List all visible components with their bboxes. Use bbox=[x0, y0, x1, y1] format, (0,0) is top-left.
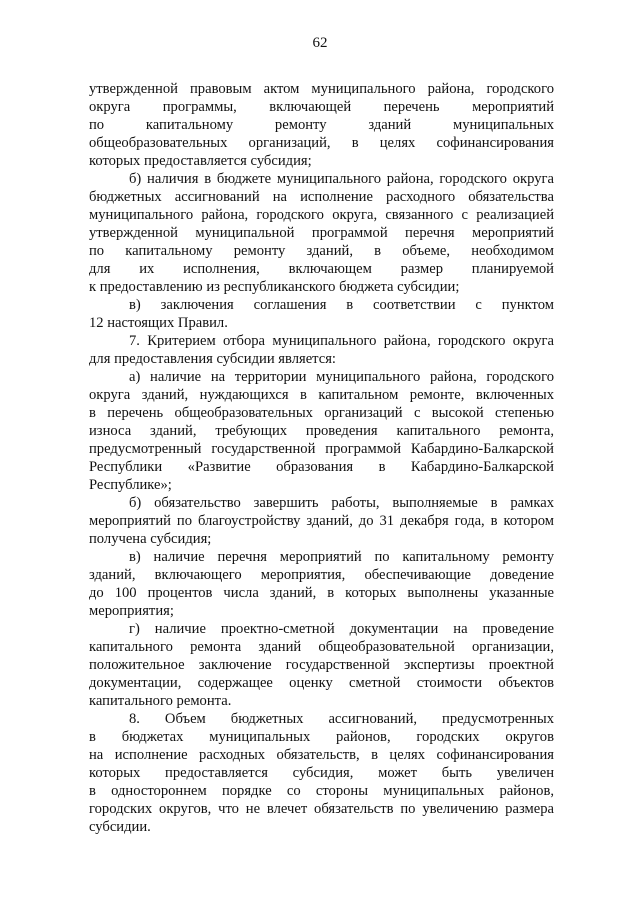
text-line: 7. Критерием отбора муниципального района, городского округа bbox=[129, 333, 554, 349]
text-line: б) обязательство завершить работы, выполняемые в рамках bbox=[129, 495, 554, 511]
text-line: для предоставления субсидии является: bbox=[89, 351, 336, 367]
text-line: капитального ремонта. bbox=[89, 693, 232, 709]
text-line: износа зданий, требующих проведения капитального ремонта, bbox=[89, 423, 554, 439]
text-line: капитального ремонта зданий общеобразовательной организации, bbox=[89, 639, 554, 655]
text-line: 12 настоящих Правил. bbox=[89, 315, 228, 331]
text-line: округа зданий, нуждающихся в капитальном ремонте, включенных bbox=[89, 387, 554, 403]
text-line: бюджетных ассигнований на исполнение расходного обязательства bbox=[89, 189, 554, 205]
text-line: зданий, включающего мероприятия, обеспечивающие доведение bbox=[89, 567, 554, 583]
text-line: до 100 процентов числа зданий, в которых выполнены указанные bbox=[89, 585, 554, 601]
text-line: для их исполнения, включающем размер планируемой bbox=[89, 261, 554, 277]
text-line: в бюджетах муниципальных районов, городских округов bbox=[89, 729, 554, 745]
page-number: 62 bbox=[312, 35, 328, 51]
text-line: к предоставлению из республиканского бюджета субсидии; bbox=[89, 279, 460, 295]
text-line: в одностороннем порядке со стороны муниципальных районов, bbox=[89, 783, 554, 799]
text-line: городских округов, что не влечет обязательств по увеличению размера bbox=[89, 801, 554, 817]
text-line: 8. Объем бюджетных ассигнований, предусмотренных bbox=[129, 711, 554, 727]
text-line: г) наличие проектно-сметной документации на проведение bbox=[129, 621, 554, 637]
document-body bbox=[89, 80, 554, 836]
text-line: муниципального района, городского округа, связанного с реализацией bbox=[89, 207, 554, 223]
text-line: которых предоставляется субсидия; bbox=[89, 153, 312, 169]
text-line: мероприятий по благоустройству зданий, до 31 декабря года, в котором bbox=[89, 513, 554, 529]
text-line: предусмотренный государственной программой Кабардино-Балкарской bbox=[89, 441, 554, 457]
text-line: Республики «Развитие образования в Кабардино-Балкарской bbox=[89, 459, 554, 475]
text-line: мероприятия; bbox=[89, 603, 174, 619]
text-line: а) наличие на территории муниципального района, городского bbox=[129, 369, 554, 385]
text-line: которых предоставляется субсидия, может быть увеличен bbox=[89, 765, 554, 781]
text-line: по капитальному ремонту зданий, в объеме, необходимом bbox=[89, 243, 554, 259]
text-line: по капитальному ремонту зданий муниципальных bbox=[89, 117, 554, 133]
text-line: б) наличия в бюджете муниципального района, городского округа bbox=[129, 171, 554, 187]
text-line: субсидии. bbox=[89, 819, 151, 835]
text-line: документации, содержащее оценку сметной стоимости объектов bbox=[89, 675, 554, 691]
text-line: в) наличие перечня мероприятий по капитальному ремонту bbox=[129, 549, 554, 565]
text-line: в) заключения соглашения в соответствии с пунктом bbox=[129, 297, 554, 313]
text-line: положительное заключение государственной экспертизы проектной bbox=[89, 657, 554, 673]
text-line: общеобразовательных организаций, в целях софинансирования bbox=[89, 135, 554, 151]
text-line: утвержденной правовым актом муниципального района, городского bbox=[89, 81, 554, 97]
text-line: на исполнение расходных обязательств, в целях софинансирования bbox=[89, 747, 554, 763]
text-line: получена субсидия; bbox=[89, 531, 212, 547]
text-line: в перечень общеобразовательных организаций с высокой степенью bbox=[89, 405, 554, 421]
text-line: утвержденной муниципальной программой перечня мероприятий bbox=[89, 225, 554, 241]
text-line: округа программы, включающей перечень мероприятий bbox=[89, 99, 554, 115]
text-line: Республике»; bbox=[89, 477, 172, 493]
